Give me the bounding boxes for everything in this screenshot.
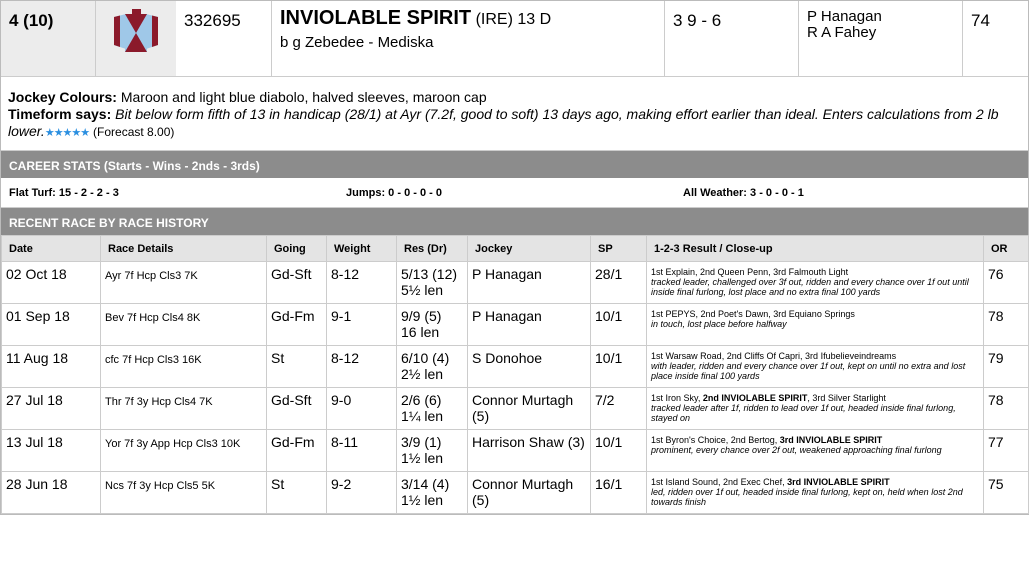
race-position: 3/9 (1) — [401, 434, 442, 450]
career-stats-header: CAREER STATS (Starts - Wins - 2nds - 3rds) — [1, 151, 1028, 178]
race-distance: 1¼ len — [401, 408, 444, 424]
race-going: Gd-Sft — [267, 262, 327, 304]
race-distance: 16 len — [401, 324, 440, 340]
race-jockey: P Hanagan — [468, 262, 591, 304]
placings-pre: 1st Byron's Choice, 2nd Bertog, — [651, 435, 780, 445]
race-date: 02 Oct 18 — [2, 262, 101, 304]
table-row[interactable] — [2, 472, 1029, 514]
placings-pre: 1st Island Sound, 2nd Exec Chef, — [651, 477, 788, 487]
race-result — [397, 388, 468, 430]
closeup-comment: tracked leader, challenged over 3f out, ridden and every chance over 1f out until inside final furlong, lost place and no extra final 100 yards — [651, 277, 969, 297]
race-result — [397, 430, 468, 472]
race-or: 77 — [984, 430, 1029, 472]
race-sp: 7/2 — [591, 388, 647, 430]
forecast: (Forecast 8.00) — [93, 125, 175, 139]
race-history-header: RECENT RACE BY RACE HISTORY — [1, 208, 1028, 235]
race-date: 01 Sep 18 — [2, 304, 101, 346]
race-jockey: Connor Murtagh (5) — [468, 388, 591, 430]
placings-runner: 3rd INVIOLABLE SPIRIT — [787, 477, 890, 487]
col-jockey: Jockey — [468, 236, 591, 262]
race-placings — [651, 393, 979, 403]
race-date: 27 Jul 18 — [2, 388, 101, 430]
runner-header — [1, 1, 1028, 77]
placings-pre: 1st Explain, 2nd Queen Penn, 3rd Falmouth Light — [651, 267, 849, 277]
race-history-body — [2, 262, 1029, 514]
table-row[interactable] — [2, 262, 1029, 304]
closeup-comment: with leader, ridden and every chance over 1f out, kept on until no extra and lost place inside final 100 yards — [651, 361, 966, 381]
race-or: 78 — [984, 388, 1029, 430]
race-or: 78 — [984, 304, 1029, 346]
race-details[interactable]: Thr 7f 3y Hcp Cls4 7K — [101, 388, 267, 430]
race-closeup — [647, 430, 984, 472]
race-date: 13 Jul 18 — [2, 430, 101, 472]
race-details[interactable]: Ncs 7f 3y Hcp Cls5 5K — [101, 472, 267, 514]
race-jockey: S Donohoe — [468, 346, 591, 388]
timeform-text: Bit below form fifth of 13 in handicap (28/1) at Ayr (7.2f, good to soft) 13 days ago, making effort earlier than ideal. Enters calculations from 2 lb lower. — [8, 106, 999, 139]
race-position: 2/6 (6) — [401, 392, 442, 408]
race-sp: 16/1 — [591, 472, 647, 514]
race-details[interactable]: Ayr 7f Hcp Cls3 7K — [101, 262, 267, 304]
connections — [799, 1, 963, 76]
race-weight: 9-1 — [327, 304, 397, 346]
horse-details — [272, 1, 665, 76]
closeup-comment: led, ridden over 1f out, headed inside final furlong, kept on, held when lost 2nd towards finish — [651, 487, 963, 507]
race-weight: 9-2 — [327, 472, 397, 514]
race-sp: 28/1 — [591, 262, 647, 304]
race-going: Gd-Sft — [267, 388, 327, 430]
col-race-details: Race Details — [101, 236, 267, 262]
col-weight: Weight — [327, 236, 397, 262]
race-distance: 2½ len — [401, 366, 444, 382]
race-closeup — [647, 304, 984, 346]
race-closeup — [647, 346, 984, 388]
table-row[interactable] — [2, 430, 1029, 472]
silk-icon — [112, 9, 160, 55]
timeform-label: Timeform says: — [8, 106, 112, 122]
race-weight: 8-12 — [327, 262, 397, 304]
horse-breeding: b g Zebedee - Mediska — [280, 34, 434, 51]
col-sp: SP — [591, 236, 647, 262]
horse-name[interactable]: INVIOLABLE SPIRIT — [280, 7, 472, 29]
runner-id: 332695 — [176, 1, 272, 76]
table-row[interactable] — [2, 346, 1029, 388]
all-weather-stats: All Weather: 3 - 0 - 0 - 1 — [683, 186, 804, 199]
col-or: OR — [984, 236, 1029, 262]
placings-runner: 2nd INVIOLABLE SPIRIT — [702, 393, 808, 403]
race-details[interactable]: cfc 7f Hcp Cls3 16K — [101, 346, 267, 388]
official-rating: 74 — [971, 11, 990, 30]
race-distance: 1½ len — [401, 450, 444, 466]
jockey-silk — [96, 1, 176, 76]
race-weight: 9-0 — [327, 388, 397, 430]
runner-info — [1, 77, 1028, 151]
race-closeup — [647, 472, 984, 514]
race-history-table — [1, 235, 1029, 514]
race-sp: 10/1 — [591, 304, 647, 346]
race-going: St — [267, 346, 327, 388]
colours-text: Maroon and light blue diabolo, halved sleeves, maroon cap — [120, 89, 487, 105]
race-jockey: Harrison Shaw (3) — [468, 430, 591, 472]
table-row[interactable] — [2, 388, 1029, 430]
career-stats — [1, 178, 1028, 208]
star-rating-icon: ★★★★★ — [44, 127, 90, 139]
race-closeup — [647, 388, 984, 430]
trainer-name: R A Fahey — [807, 24, 877, 41]
jockey-name: P Hanagan — [807, 8, 882, 25]
jumps-stats: Jumps: 0 - 0 - 0 - 0 — [346, 186, 442, 199]
col-result: Res (Dr) — [397, 236, 468, 262]
col-closeup: 1-2-3 Result / Close-up — [647, 236, 984, 262]
race-placings — [651, 351, 979, 361]
race-going: Gd-Fm — [267, 430, 327, 472]
race-placings — [651, 477, 979, 487]
closeup-comment: in touch, lost place before halfway — [651, 319, 787, 329]
form-figures: 3 9 - 6 — [665, 1, 799, 76]
race-date: 11 Aug 18 — [2, 346, 101, 388]
flat-turf-stats: Flat Turf: 15 - 2 - 2 - 3 — [9, 186, 119, 199]
race-or: 79 — [984, 346, 1029, 388]
col-date: Date — [2, 236, 101, 262]
runner-number: 4 (10) — [1, 1, 96, 76]
race-placings — [651, 435, 979, 445]
race-date: 28 Jun 18 — [2, 472, 101, 514]
race-sp: 10/1 — [591, 346, 647, 388]
race-going: Gd-Fm — [267, 304, 327, 346]
race-closeup — [647, 262, 984, 304]
race-going: St — [267, 472, 327, 514]
closeup-comment: tracked leader after 1f, ridden to lead over 1f out, headed inside final furlong, stayed on — [651, 403, 956, 423]
closeup-comment: prominent, every chance over 2f out, weakened approaching final furlong — [651, 445, 942, 455]
placings-pre: 1st PEPYS, 2nd Poet's Dawn, 3rd Equiano Springs — [651, 309, 855, 319]
race-placings — [651, 267, 979, 277]
race-placings — [651, 309, 979, 319]
horse-suffix: (IRE) 13 D — [475, 11, 552, 28]
race-weight: 8-11 — [327, 430, 397, 472]
col-going: Going — [267, 236, 327, 262]
placings-pre: 1st Warsaw Road, 2nd Cliffs Of Capri, 3rd Ifubelieveindreams — [651, 351, 897, 361]
race-or: 75 — [984, 472, 1029, 514]
race-jockey: Connor Murtagh (5) — [468, 472, 591, 514]
race-distance: 5½ len — [401, 282, 444, 298]
race-or: 76 — [984, 262, 1029, 304]
placings-post: , 3rd Silver Starlight — [807, 393, 886, 403]
race-result — [397, 472, 468, 514]
colours-label: Jockey Colours: — [8, 89, 117, 105]
race-sp: 10/1 — [591, 430, 647, 472]
race-jockey: P Hanagan — [468, 304, 591, 346]
race-position: 5/13 (12) — [401, 266, 458, 282]
race-result — [397, 346, 468, 388]
race-details[interactable]: Bev 7f Hcp Cls4 8K — [101, 304, 267, 346]
race-weight: 8-12 — [327, 346, 397, 388]
race-result — [397, 262, 468, 304]
placings-pre: 1st Iron Sky, — [651, 393, 703, 403]
table-header-row — [2, 236, 1029, 262]
race-position: 3/14 (4) — [401, 476, 450, 492]
race-position: 9/9 (5) — [401, 308, 442, 324]
race-distance: 1½ len — [401, 492, 444, 508]
race-details[interactable]: Yor 7f 3y App Hcp Cls3 10K — [101, 430, 267, 472]
race-result — [397, 304, 468, 346]
placings-runner: 3rd INVIOLABLE SPIRIT — [779, 435, 883, 445]
race-position: 6/10 (4) — [401, 350, 450, 366]
table-row[interactable] — [2, 304, 1029, 346]
